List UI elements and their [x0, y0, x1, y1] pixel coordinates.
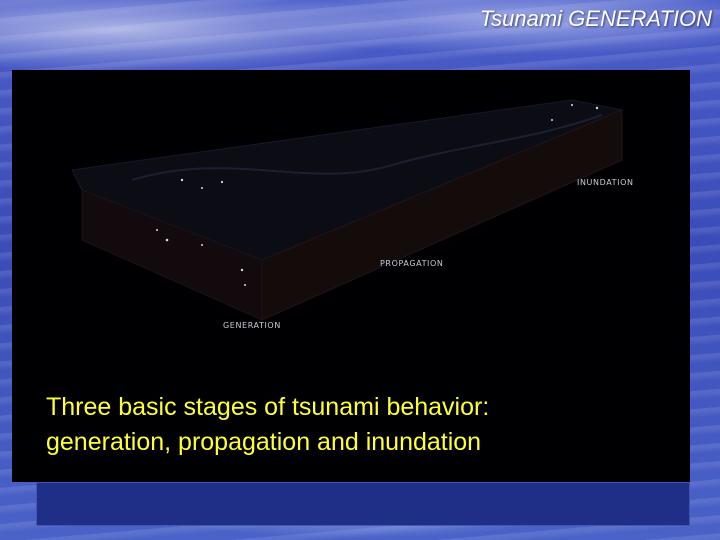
caption-line-1: Three basic stages of tsunami behavior: — [46, 393, 490, 421]
caption-line-2: generation, propagation and inundation — [46, 428, 482, 456]
caption — [46, 390, 686, 460]
label-inundation: INUNDATION — [577, 178, 634, 187]
label-generation: GENERATION — [223, 321, 281, 330]
tsunami-stages-image — [12, 70, 690, 482]
slide-title: Tsunami GENERATION — [479, 6, 712, 31]
tsunami-block-diagram — [12, 70, 690, 390]
label-propagation: PROPAGATION — [380, 259, 444, 268]
lower-band — [36, 482, 690, 526]
